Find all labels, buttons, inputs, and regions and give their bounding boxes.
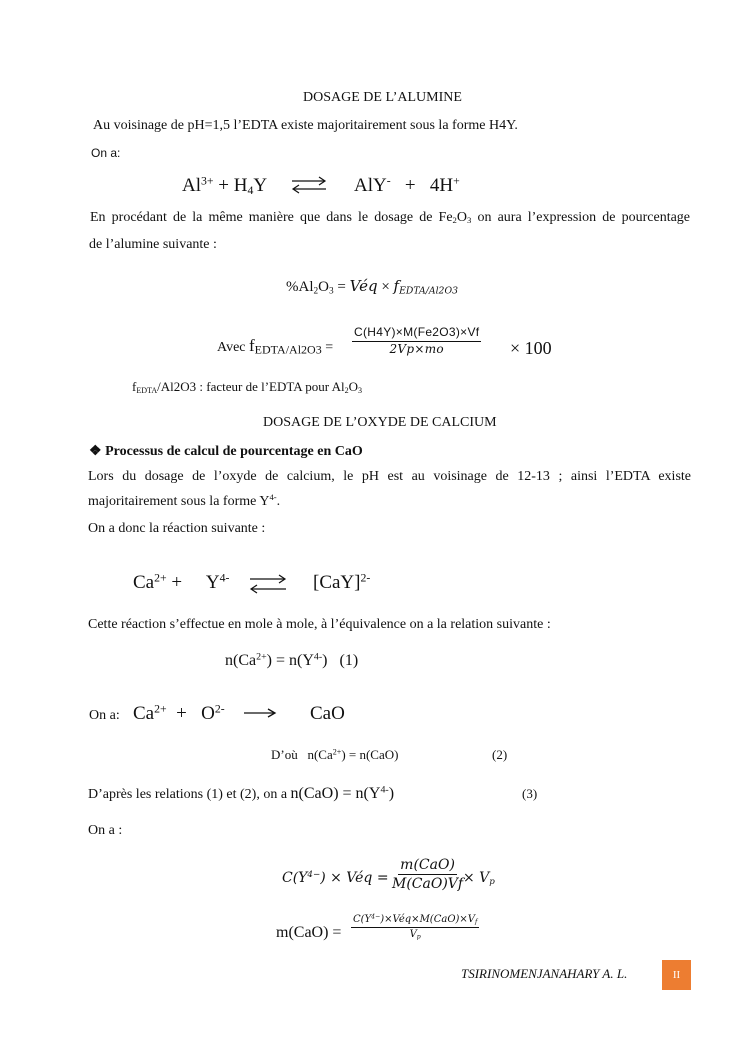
factor-avec-label: Avec $f_{EDTA/Al2O3}$ = [217,336,334,357]
procedure-line-2: de l’alumine suivante : [89,237,217,252]
dou-relation: D’où $n(Ca^{2+}) = n(CaO)$ [271,747,399,762]
reaction1-right: [CaY]$^{2-}$ [313,571,371,593]
equation-5-left: m(CaO) = [276,924,342,941]
factor-definition: $f_{EDTA}/Al2O3$ : facteur de l’EDTA pour $Al_2O_3$ [132,379,363,395]
factor-fraction [352,326,481,357]
reaction2-left: $Ca^{2+} + O^{2-}$ [133,702,225,724]
equation-5-numerator: $C(Y^{4-})\times Véq\times M(CaO)\times V_f$ [353,913,478,926]
equation-5-denominator: $V_p$ [409,928,421,941]
on-a-label: On a: [91,146,121,160]
calcium-para-line-1: Lors du dosage de l’oxyde de calcium, le pH est au voisinage de 12-13 ; ainsi l’EDTA existe [88,469,691,484]
factor-multiplier: × 100 [510,338,552,358]
right-arrow-icon [242,706,278,720]
equation-5-fraction [351,914,479,940]
equation-4-left: $C(Y^{4-})$ × Véq = [282,870,389,886]
equation-4-denominator: M(CaO)Vf [392,876,464,893]
procedure-line-1: En procédant de la même manière que dans le dosage de $Fe_2O_3$ on aura l’expression de pourcentage [90,210,691,226]
relation-1: $n(Ca^{2+}) = n(Y^{4-})$ (1) [225,651,359,669]
mole-text: Cette réaction s’effectue en mole à mole, à l’équivalence on a la relation suivante : [88,617,551,632]
factor-numerator: C(H4Y)×M(Fe2O3)×Vf [352,326,481,342]
on-a-label-2: On a: [89,708,120,723]
reaction-intro: On a donc la réaction suivante : [88,521,266,536]
relation-3-number: (3) [522,786,538,801]
equation-4-numerator: m(CaO) [398,857,457,875]
alumina-intro: Au voisinage de pH=1,5 l’EDTA existe majoritairement sous la forme H4Y. [93,118,518,133]
calcium-para-line-2: majoritairement sous la forme $Y^{4-}$. [88,492,281,509]
alumina-equation-left: $Al^{3+} + H_4Y$ [182,174,268,197]
equilibrium-arrow-icon [290,175,328,195]
calcium-title: DOSAGE DE L’OXYDE DE CALCIUM [263,415,497,430]
alumina-equation-right: AlY- + 4H+ [354,174,460,196]
factor-denominator: 2Vp×mo [389,341,444,356]
percent-formula: $\%Al_2O_3$ = Véq × $f_{EDTA/Al2O3}$ [286,277,459,297]
reaction2-right: CaO [310,703,345,724]
diamond-bullet-icon: ❖ [89,444,102,459]
equation-4-right: × $V_p$ [463,870,495,888]
relation-2-number: (2) [492,747,508,762]
equilibrium-arrow-icon [248,573,288,595]
footer-author: TSIRINOMENJANAHARY A. L. [461,966,628,981]
page-number-badge: II [662,960,691,990]
on-a-label-3: On a : [88,823,123,838]
equation-4-fraction [390,857,465,892]
reaction1-left: $Ca^{2+}$ + $Y^{4-}$ [133,571,230,593]
apres-text: D’après les relations (1) et (2), on a $n(CaO) = n(Y^{4-})$ [88,784,395,802]
bullet-heading: ❖ Processus de calcul de pourcentage en CaO [89,444,363,459]
alumina-title: DOSAGE DE L’ALUMINE [303,90,462,105]
